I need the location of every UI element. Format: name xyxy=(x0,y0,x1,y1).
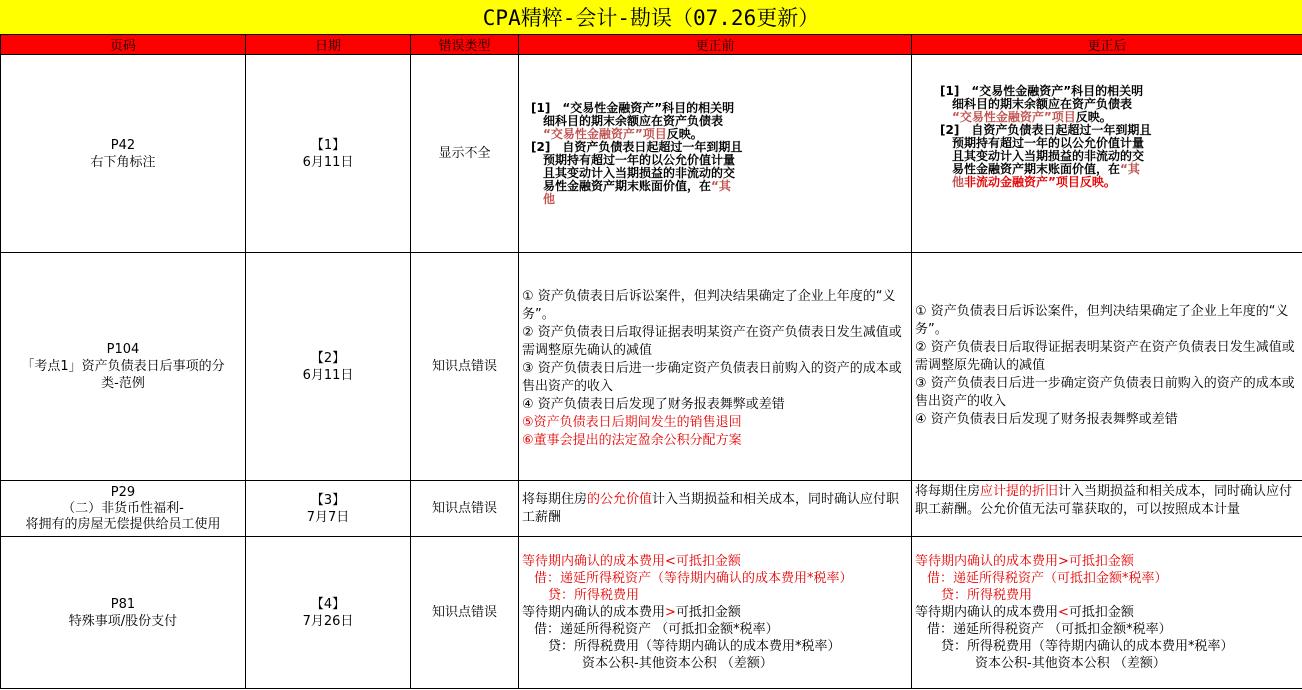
before-content xyxy=(522,491,908,527)
text-segment: 等待期内确认的成本费用 xyxy=(915,605,1059,620)
text-segment: 将每期住房 xyxy=(915,484,981,499)
text-segment: ② 资产负债表日后取得证据表明某资产在资产负债表日发生减值或需调整原先确认的减值 xyxy=(915,340,1295,373)
page-number: P29 xyxy=(110,484,136,500)
before-content xyxy=(522,288,908,450)
text-segment: 资本公积-其他资本公积 （差额） xyxy=(975,656,1166,671)
text-line xyxy=(915,483,1299,519)
text-segment: 细科目的期末余额应在资产负债表 xyxy=(531,113,724,128)
entry-number: 【3】 xyxy=(310,492,346,508)
text-segment: 易性金融资产期末账面价值，在 xyxy=(531,178,712,193)
text-segment: 可抵扣金额 xyxy=(1068,605,1134,620)
error-type: 知识点错误 xyxy=(411,481,519,537)
text-segment: 计入当期损益和相关成本，同时确认应付职工薪酬 xyxy=(522,491,900,525)
after-content xyxy=(915,483,1299,519)
date-cell xyxy=(246,481,411,537)
text-line xyxy=(522,621,908,638)
text-segment: ④ 资产负债表日后发现了财务报表舞弊或差错 xyxy=(915,412,1178,427)
after-cell xyxy=(912,481,1302,537)
page-location-cont: 将拥有的房屋无偿提供给员工使用 xyxy=(25,516,221,532)
entry-number: 【1】 xyxy=(310,137,346,153)
table-row xyxy=(1,253,1302,481)
text-line xyxy=(915,411,1299,429)
text-segment: > xyxy=(665,605,676,620)
text-segment: 等待期内确认的成本费用>可抵扣金额 xyxy=(915,554,1134,569)
date-cell xyxy=(246,253,411,481)
page-cell xyxy=(1,253,246,481)
text-segment: [1] “交易性金融资产”科目的相关明 xyxy=(531,100,735,115)
text-segment: 预期持有超过一年的以公允价值计量 xyxy=(531,152,736,167)
text-line xyxy=(940,176,1299,189)
text-segment: 贷：所得税费用（等待期内确认的成本费用*税率） xyxy=(941,639,1234,654)
page-location: 「考点1」资产负债表日后事项的分 xyxy=(21,359,225,374)
text-segment: 且其变动计入当期损益的非流动的交 xyxy=(940,149,1145,163)
before-cell xyxy=(519,253,912,481)
error-type: 显示不全 xyxy=(411,55,519,253)
text-line xyxy=(522,491,908,527)
date-cell xyxy=(246,55,411,253)
text-segment: ③ 资产负债表日后进一步确定资产负债表日前购入的资产的成本或售出资产的收入 xyxy=(522,361,902,394)
text-segment: 贷：所得税费用（等待期内确认的成本费用*税率） xyxy=(548,639,841,654)
text-segment: 易性金融资产期末账面价值，在 xyxy=(940,162,1121,176)
text-line xyxy=(915,553,1299,570)
text-line xyxy=(522,638,908,655)
entry-date: 7月26日 xyxy=(302,613,354,629)
text-line xyxy=(522,396,908,414)
text-segment: 将每期住房 xyxy=(522,491,588,507)
text-line xyxy=(522,553,908,570)
page-number: P81 xyxy=(110,596,136,612)
date-cell xyxy=(246,537,411,689)
after-content xyxy=(915,303,1299,429)
after-content xyxy=(940,85,1299,189)
text-line xyxy=(522,324,908,360)
text-segment: ⑥董事会提出的法定盈余公积分配方案 xyxy=(522,433,742,448)
before-cell xyxy=(519,481,912,537)
text-segment: 反映。 xyxy=(1075,110,1112,124)
error-type: 知识点错误 xyxy=(411,537,519,689)
text-segment: 他 xyxy=(940,175,965,189)
page-number: P104 xyxy=(106,342,140,357)
page-location: （二）非货币性福利- xyxy=(62,500,184,516)
header-after: 更正后 xyxy=(912,35,1302,55)
text-line xyxy=(915,638,1299,655)
text-line xyxy=(522,432,908,450)
text-segment: 贷：所得税费用 xyxy=(941,588,1033,603)
table-row xyxy=(1,537,1302,689)
text-segment: ① 资产负债表日后诉讼案件，但判决结果确定了企业上年度的“义务”。 xyxy=(915,304,1289,337)
page-location: 右下角标注 xyxy=(90,154,156,170)
text-line xyxy=(915,655,1299,672)
sheet-title: CPA精粹-会计-勘误（07.26更新） xyxy=(0,0,1302,35)
text-segment: [2] 自资产负债表日起超过一年到期且 xyxy=(940,123,1152,137)
text-segment: 借：递延所得税资产（可抵扣金额*税率） xyxy=(927,571,1168,586)
text-segment: 可抵扣金额 xyxy=(675,605,741,620)
entry-date: 6月11日 xyxy=(302,154,354,170)
text-segment: [2] 自资产负债表日起超过一年到期且 xyxy=(531,139,743,154)
text-line xyxy=(531,180,908,193)
after-cell xyxy=(912,253,1302,481)
before-cell xyxy=(519,55,912,253)
error-type: 知识点错误 xyxy=(411,253,519,481)
text-segment: ① 资产负债表日后诉讼案件，但判决结果确定了企业上年度的“义务”。 xyxy=(522,289,896,322)
before-content xyxy=(531,102,908,206)
text-segment: “其 xyxy=(1120,162,1140,176)
text-line xyxy=(522,655,908,672)
text-segment: “交易性金融资产”项目 xyxy=(531,126,667,141)
text-line xyxy=(531,193,908,206)
text-segment: 借：递延所得税资产 （可抵扣金额*税率） xyxy=(927,622,1172,637)
text-line xyxy=(522,288,908,324)
text-segment: 贷：所得税费用 xyxy=(548,588,640,603)
text-segment: < xyxy=(1058,605,1069,620)
errata-table xyxy=(0,34,1302,689)
text-line xyxy=(915,375,1299,411)
header-before: 更正前 xyxy=(519,35,912,55)
table-row xyxy=(1,481,1302,537)
page-location-cont: 类-范例 xyxy=(101,376,145,391)
text-segment: ⑤资产负债表日后期间发生的销售退回 xyxy=(522,415,742,430)
text-segment: ④ 资产负债表日后发现了财务报表舞弊或差错 xyxy=(522,397,785,412)
text-segment: 非流动金融资产”项目反映。 xyxy=(964,175,1116,189)
text-segment: 应计提的折旧 xyxy=(980,484,1059,499)
text-segment: 他 xyxy=(531,191,556,206)
after-cell xyxy=(912,537,1302,689)
text-line xyxy=(915,570,1299,587)
entry-date: 7月7日 xyxy=(306,509,350,525)
text-segment: 借：递延所得税资产 （可抵扣金额*税率） xyxy=(534,622,779,637)
text-segment: 等待期内确认的成本费用<可抵扣金额 xyxy=(522,554,741,569)
text-line xyxy=(522,587,908,604)
table-row xyxy=(1,55,1302,253)
text-line xyxy=(915,604,1299,621)
page-cell xyxy=(1,55,246,253)
text-segment: 计入当期损益和相关成本，同时确认应付职工薪酬。公允价值无法可靠获取的，可以按照成本计量 xyxy=(915,484,1293,517)
before-cell xyxy=(519,537,912,689)
page-number: P42 xyxy=(110,137,136,153)
text-segment: 预期持有超过一年的以公允价值计量 xyxy=(940,136,1145,150)
text-line xyxy=(522,570,908,587)
text-line xyxy=(915,303,1299,339)
text-segment: 资本公积-其他资本公积 （差额） xyxy=(582,656,773,671)
text-segment: 细科目的期末余额应在资产负债表 xyxy=(940,97,1133,111)
text-segment: “交易性金融资产”项目 xyxy=(940,110,1076,124)
text-segment: “其 xyxy=(711,178,731,193)
text-segment: 等待期内确认的成本费用 xyxy=(522,605,666,620)
page-location: 特殊事项/股份支付 xyxy=(68,613,178,629)
entry-number: 【4】 xyxy=(310,596,346,612)
after-cell xyxy=(912,55,1302,253)
page-cell xyxy=(1,481,246,537)
text-segment: ③ 资产负债表日后进一步确定资产负债表日前购入的资产的成本或售出资产的收入 xyxy=(915,376,1295,409)
before-content xyxy=(522,553,908,672)
text-line xyxy=(915,621,1299,638)
text-segment: [1] “交易性金融资产”科目的相关明 xyxy=(940,84,1144,98)
text-line xyxy=(522,414,908,432)
page-cell xyxy=(1,537,246,689)
header-error-type: 错误类型 xyxy=(411,35,519,55)
header-page: 页码 xyxy=(1,35,246,55)
text-segment: 的公允价值 xyxy=(587,491,653,507)
header-date: 日期 xyxy=(246,35,411,55)
after-content xyxy=(915,553,1299,672)
header-row xyxy=(1,35,1302,55)
text-segment: 且其变动计入当期损益的非流动的交 xyxy=(531,165,736,180)
text-line xyxy=(522,604,908,621)
entry-number: 【2】 xyxy=(310,350,346,366)
text-segment: 反映。 xyxy=(666,126,703,141)
text-segment: 借：递延所得税资产（等待期内确认的成本费用*税率） xyxy=(534,571,853,586)
text-segment: ② 资产负债表日后取得证据表明某资产在资产负债表日发生减值或需调整原先确认的减值 xyxy=(522,325,902,358)
entry-date: 6月11日 xyxy=(302,367,354,383)
text-line xyxy=(915,587,1299,604)
text-line xyxy=(522,360,908,396)
text-line xyxy=(915,339,1299,375)
